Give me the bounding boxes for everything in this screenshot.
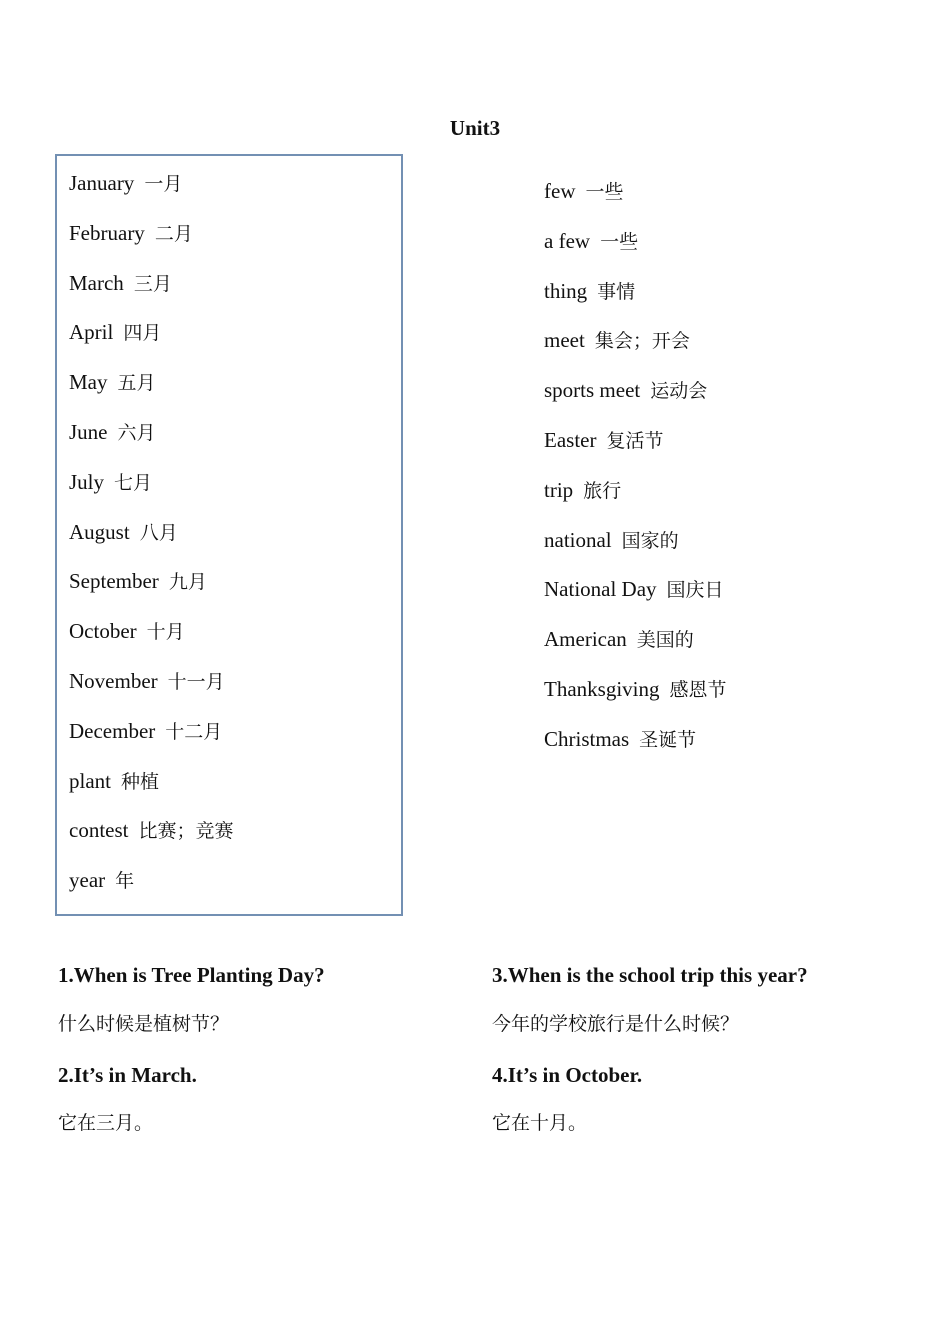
vocab-meaning: 年 bbox=[115, 870, 135, 893]
vocab-word: national bbox=[544, 527, 612, 552]
vocab-item bbox=[544, 377, 707, 404]
vocab-box-left bbox=[55, 154, 403, 916]
vocab-word: December bbox=[69, 718, 156, 743]
vocab-item bbox=[544, 178, 624, 205]
vocab-item bbox=[544, 576, 724, 603]
vocab-item bbox=[69, 718, 222, 745]
vocab-item bbox=[69, 419, 156, 446]
vocab-item bbox=[69, 618, 185, 645]
vocab-word: American bbox=[544, 627, 627, 652]
page-title: Unit3 bbox=[449, 116, 501, 140]
vocab-meaning: 四月 bbox=[123, 322, 162, 345]
vocab-item bbox=[69, 568, 207, 595]
vocab-word: a few bbox=[544, 228, 591, 253]
vocab-meaning: 复活节 bbox=[606, 430, 664, 452]
vocab-meaning: 一些 bbox=[600, 230, 639, 253]
vocab-word: Thanksgiving bbox=[544, 677, 660, 701]
vocab-meaning: 三月 bbox=[133, 272, 172, 295]
sentence-3-english: 3.When is the school trip this year? bbox=[492, 963, 808, 987]
vocab-item bbox=[69, 519, 178, 546]
vocab-meaning: 比赛；竞赛 bbox=[138, 820, 234, 843]
vocab-meaning: 二月 bbox=[154, 222, 193, 245]
vocab-word: plant bbox=[69, 768, 111, 793]
vocab-word: contest bbox=[69, 818, 129, 843]
vocab-word: few bbox=[544, 179, 576, 203]
vocab-meaning: 九月 bbox=[168, 571, 207, 594]
vocab-meaning: 国家的 bbox=[621, 529, 679, 552]
vocab-word: trip bbox=[544, 477, 574, 502]
vocab-word: August bbox=[69, 519, 130, 544]
vocab-meaning: 十一月 bbox=[167, 671, 225, 693]
vocab-word: March bbox=[69, 270, 124, 295]
vocab-item bbox=[544, 228, 638, 255]
vocab-meaning: 圣诞节 bbox=[639, 728, 697, 751]
vocab-word: meet bbox=[544, 328, 585, 353]
vocab-meaning: 集会；开会 bbox=[594, 330, 690, 353]
vocab-item bbox=[69, 369, 156, 396]
vocab-item bbox=[69, 270, 172, 297]
vocab-meaning: 种植 bbox=[121, 770, 160, 793]
sentence-2-chinese: 它在三月。 bbox=[58, 1112, 154, 1134]
vocab-meaning: 五月 bbox=[117, 372, 156, 395]
vocab-item bbox=[69, 469, 152, 496]
vocab-word: July bbox=[69, 469, 105, 494]
vocab-word: Christmas bbox=[544, 726, 630, 751]
vocab-word: sports meet bbox=[544, 378, 641, 403]
right-vocab-column bbox=[544, 0, 924, 800]
vocab-meaning: 十月 bbox=[146, 621, 185, 644]
sentence-4-english: 4.It’s in October. bbox=[492, 1063, 643, 1087]
vocab-meaning: 十二月 bbox=[165, 720, 223, 743]
vocab-item bbox=[544, 278, 635, 305]
vocab-meaning: 六月 bbox=[117, 422, 156, 444]
vocab-item bbox=[544, 726, 696, 753]
vocab-item bbox=[544, 427, 664, 454]
sentence-4-chinese: 它在十月。 bbox=[492, 1112, 588, 1134]
vocab-word: May bbox=[69, 370, 108, 395]
vocab-meaning: 旅行 bbox=[583, 479, 622, 502]
vocab-word: June bbox=[69, 420, 108, 444]
vocab-word: National Day bbox=[544, 577, 657, 602]
vocab-item bbox=[69, 817, 234, 844]
vocab-item bbox=[544, 477, 621, 504]
vocab-word: year bbox=[69, 868, 106, 893]
vocab-item bbox=[69, 170, 182, 197]
vocab-meaning: 感恩节 bbox=[669, 679, 727, 701]
vocab-meaning: 一些 bbox=[585, 181, 624, 203]
vocab-word: November bbox=[69, 669, 158, 693]
vocab-meaning: 八月 bbox=[139, 521, 178, 544]
vocab-item bbox=[544, 626, 694, 653]
vocab-meaning: 运动会 bbox=[650, 380, 708, 403]
vocab-meaning: 事情 bbox=[597, 280, 636, 303]
sentence-3-chinese: 今年的学校旅行是什么时候？ bbox=[492, 1013, 740, 1035]
vocab-item bbox=[69, 867, 134, 894]
vocab-meaning: 七月 bbox=[114, 471, 153, 494]
vocab-item bbox=[544, 327, 690, 354]
vocab-item bbox=[69, 319, 161, 346]
vocab-word: February bbox=[69, 220, 145, 245]
vocab-item bbox=[544, 527, 679, 554]
vocab-item bbox=[544, 676, 727, 703]
vocab-meaning: 美国的 bbox=[636, 629, 694, 652]
sentence-1-chinese: 什么时候是植树节？ bbox=[58, 1013, 230, 1035]
vocab-word: thing bbox=[544, 278, 588, 303]
vocab-word: October bbox=[69, 619, 137, 644]
vocab-word: April bbox=[69, 320, 114, 345]
sentence-2-english: 2.It’s in March. bbox=[58, 1063, 197, 1087]
vocab-word: September bbox=[69, 569, 159, 594]
vocab-meaning: 一月 bbox=[144, 173, 183, 195]
vocab-word: January bbox=[69, 171, 135, 195]
sentence-1-english: 1.When is Tree Planting Day? bbox=[58, 963, 325, 987]
vocab-item bbox=[69, 668, 225, 695]
vocab-word: Easter bbox=[544, 428, 597, 452]
vocab-meaning: 国庆日 bbox=[666, 579, 724, 602]
vocab-item bbox=[69, 220, 193, 247]
vocab-item bbox=[69, 768, 159, 795]
